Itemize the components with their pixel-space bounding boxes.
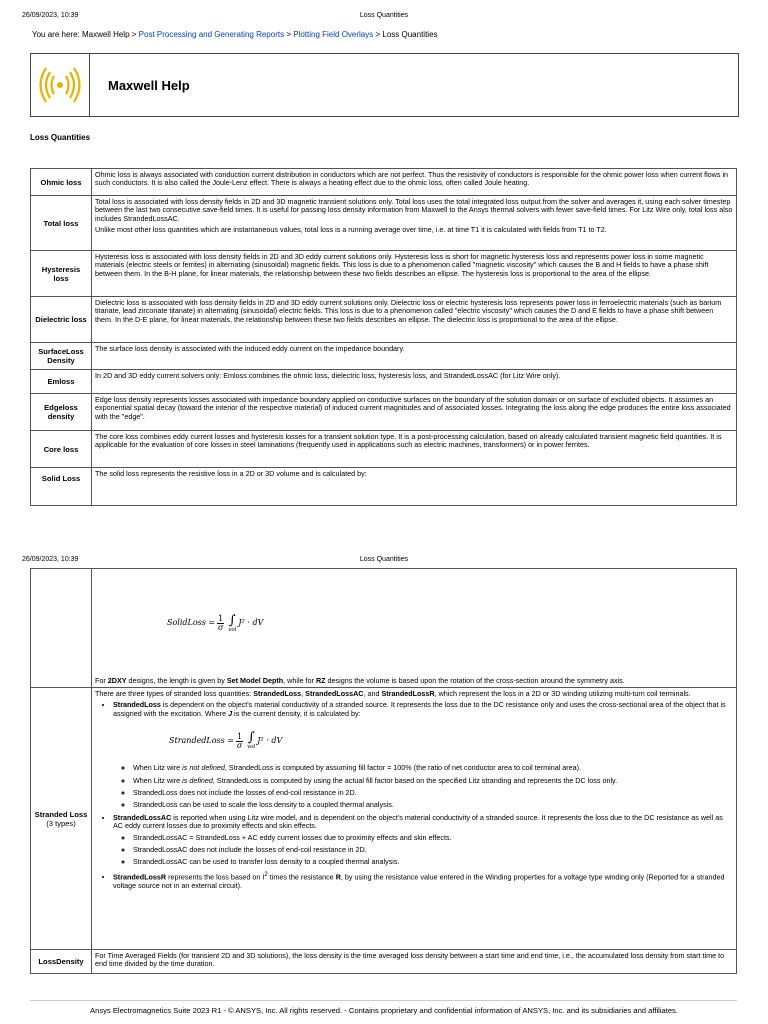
- table-row-coreloss: [31, 431, 737, 468]
- row-name: Total loss: [31, 196, 92, 251]
- integral-sub: vol: [228, 626, 237, 633]
- row-name: Core loss: [31, 431, 92, 468]
- formula-num: 1: [237, 731, 243, 741]
- list-item: [113, 814, 733, 867]
- loss-table-part-2: [30, 568, 737, 974]
- t: StrandedLossR: [113, 872, 167, 882]
- breadcrumb-sep: >: [284, 30, 294, 39]
- row-desc: The solid loss represents the resistive loss in a 2D or 3D volume and is calculated by:: [92, 468, 737, 506]
- row-desc: Hysteresis loss is associated with loss density fields in 2D and 3D eddy current solutions only. Hysteresis loss is short for magnetic hysteresis loss and represents power loss in some magnetic materials (electric steels or ferrites) in alternating (sinusoidal) magnetic fields. This loss is due to a phenomenon called "magnetic viscosity" which causes the B and H fields to have a phase shift between them. In the B-H plane, for linear materials, the relationship between these two fields describes an ellipse. The hysteresis loss is proportional to the area of the ellipse.: [92, 251, 737, 297]
- row-name: Solid Loss: [31, 468, 92, 506]
- formula-lhs: SolidLoss =: [167, 618, 216, 628]
- strandedloss-formula: [169, 732, 733, 750]
- print-title: Loss Quantities: [359, 12, 409, 19]
- footer-divider: [30, 1000, 737, 1001]
- t: , while for: [283, 675, 316, 685]
- row-name: Emloss: [31, 370, 92, 394]
- print-page-2: [0, 548, 768, 1024]
- t: is the current density, it is calculated by:: [232, 708, 361, 718]
- row-name: SurfaceLoss Density: [31, 343, 92, 370]
- row-name-empty: [31, 569, 92, 688]
- copyright-footer: Ansys Electromagnetics Suite 2023 R1 - © ANSYS, Inc. All rights reserved. - Contains proprietary and confidential information of ANSYS, Inc. and its subsidiaries and affiliates.: [90, 1006, 678, 1015]
- formula-rhs: J² · dV: [238, 618, 264, 628]
- t: , StrandedLoss is computed by assuming fill factor = 100% (the ratio of net conductor area to coil terminal area).: [224, 763, 582, 773]
- list-item: ◦ StrandedLoss does not include the losses of end-coil resistance in 2D.: [133, 789, 733, 797]
- formula-rhs: J² · dV: [257, 736, 283, 746]
- row-desc-p2: Unlike most other loss quantities which are instantaneous values, total loss is a running average over time, i.e. at time T1 it is calculated with fields from T1 to T2.: [95, 225, 607, 235]
- formula-fraction: [236, 733, 243, 750]
- table-row-hysteresis: [31, 251, 737, 297]
- stranded-intro: [95, 690, 733, 698]
- row-desc-p1: Total loss is associated with loss density fields in 2D and 3D magnetic transient solutions only. Total loss uses the total integrated loss output from the solver and averages it, using each solver timestep between the last two consecutive save-field times. It is useful for passing loss density information from Maxwell to the Ansys thermal solvers with fewer save-field times. For Litz Wire only, total loss also includes StrandedLossAC.: [95, 197, 733, 223]
- table-row-ohmic: [31, 169, 737, 196]
- formula-integral: [247, 732, 255, 750]
- solidloss-depth-note: [95, 677, 733, 685]
- t: represents the loss based on I: [166, 872, 265, 882]
- formula-den: σ: [217, 623, 224, 633]
- loss-table-part-1: [30, 168, 737, 506]
- t: , by using the resistance value entered in the Winding properties for a voltage type winding only (Reported for a stranded voltage source not in an external circuit).: [113, 872, 725, 890]
- table-row-surfaceloss: [31, 343, 737, 370]
- stranded-sublist: [113, 764, 733, 810]
- integral-sub: vol: [247, 744, 256, 751]
- print-date: 26/09/2023, 10:39: [22, 556, 79, 563]
- breadcrumb-sep: >: [129, 30, 139, 39]
- t: R: [335, 872, 341, 882]
- row-name: Dielectric loss: [31, 297, 92, 343]
- section-title: Loss Quantities: [30, 133, 91, 142]
- formula-fraction: [217, 615, 224, 632]
- row-name: LossDensity: [31, 950, 92, 974]
- list-item: ◦ StrandedLossAC can be used to transfer loss density to a coupled thermal analysis.: [133, 858, 733, 866]
- print-date: 26/09/2023, 10:39: [22, 12, 79, 19]
- t: 2DXY: [107, 675, 127, 685]
- formula-integral: [228, 612, 237, 633]
- row-name-text: Stranded Loss: [34, 809, 88, 819]
- table-row-dielectric: [31, 297, 737, 343]
- row-name: Ohmic loss: [31, 169, 92, 196]
- row-name: Edgeloss density: [31, 394, 92, 431]
- list-item: ◦ StrandedLoss can be used to scale the loss density to a coupled thermal analysis.: [133, 801, 733, 809]
- row-desc: The surface loss density is associated with the induced eddy current on the impedance boundary.: [92, 343, 737, 370]
- t: StrandedLossAC: [113, 812, 172, 822]
- banner-title: Maxwell Help: [108, 77, 190, 93]
- list-item: ◦ StrandedLossAC = StrandedLoss + AC eddy current losses due to proximity effects and skin effects.: [133, 834, 733, 842]
- row-desc: [92, 688, 737, 950]
- t: StrandedLossAC: [305, 689, 364, 698]
- formula-lhs: StrandedLoss =: [169, 736, 235, 746]
- t: is defined: [182, 775, 213, 785]
- table-row-solidloss-start: [31, 468, 737, 506]
- breadcrumb-link-field-overlays[interactable]: Plotting Field Overlays: [293, 30, 374, 39]
- stranded-list: [95, 701, 733, 890]
- table-row-emloss: [31, 370, 737, 394]
- table-row-total: [31, 196, 737, 251]
- t: , which represent the loss in a 2D or 3D winding utilizing multi-turn coil terminals.: [434, 689, 691, 698]
- t: designs, the length is given by: [126, 675, 227, 685]
- t: For: [95, 675, 108, 685]
- t: , StrandedLoss is computed by using the actual fill factor based on the specified Litz stranding and represents the DC loss only.: [212, 775, 618, 785]
- t: StrandedLoss: [113, 700, 161, 710]
- print-title: Loss Quantities: [359, 556, 409, 563]
- t: is dependent on the object's material conductivity of a stranded source. It represents the loss due to the DC resistance only and uses the cross-sectional area of the object that is assigned with the excitation. Where: [113, 700, 726, 718]
- t: When Litz wire: [133, 763, 183, 773]
- breadcrumb-prefix: You are here: Maxwell Help: [32, 30, 130, 39]
- formula-num: 1: [218, 614, 224, 624]
- t: ,: [301, 689, 306, 698]
- t: Set Model Depth: [226, 675, 284, 685]
- list-item: [113, 871, 733, 890]
- row-name: [31, 688, 92, 950]
- t: J: [228, 708, 233, 718]
- integral-sign: ∫: [228, 612, 236, 628]
- t: There are three types of stranded loss quantities:: [95, 689, 254, 698]
- list-item: ◦ StrandedLossAC does not include the losses of end-coil resistance in 2D.: [133, 846, 733, 854]
- t: StrandedLossR: [381, 689, 435, 698]
- list-item: [113, 701, 733, 809]
- list-item: [133, 777, 733, 785]
- row-name: Hysteresis loss: [31, 251, 92, 297]
- breadcrumb-current: Loss Quantities: [382, 30, 438, 39]
- help-banner: [30, 53, 739, 117]
- t: is not defined: [182, 763, 225, 773]
- breadcrumb-sep: >: [373, 30, 383, 39]
- table-row-strandedloss: [31, 688, 737, 950]
- row-desc: The core loss combines eddy current losses and hysteresis losses for a transient solution type. It is a post-processing calculation, based on already calculated transient magnetic field quantities. It is applicable for the evaluation of core losses in steel laminations (frequently used in applications such as electric machines, transformers) or in power ferrites.: [92, 431, 737, 468]
- table-row-edgeloss: [31, 394, 737, 431]
- t: times the resistance: [267, 872, 336, 882]
- maxwell-waves-logo-icon: [31, 54, 90, 116]
- list-item: [133, 764, 733, 772]
- solidloss-formula: [167, 612, 733, 633]
- breadcrumb-link-post-processing[interactable]: Post Processing and Generating Reports: [138, 30, 285, 39]
- row-desc: Edge loss density represents losses associated with impedance boundary applied on conductive surfaces on the boundary of the solution domain or on surface of excluded objects. It assumes an exponential spatial decay (toward the interior of the respective material) of induced current magnitudes and of associated losses. Integrating the loss along the edge produces the entire loss associated with the "edge".: [92, 394, 737, 431]
- row-desc: [92, 196, 737, 251]
- table-row-solidloss-cont: [31, 569, 737, 688]
- t: RZ: [315, 675, 326, 685]
- row-name-sub: (3 types): [46, 818, 76, 828]
- breadcrumb: [32, 30, 438, 39]
- row-desc: For Time Averaged Fields (for transient 2D and 3D solutions), the loss density is the time averaged loss density between a start time and end time, i.e., the accumulated loss density from start time to end time divided by the time duration.: [92, 950, 737, 974]
- t: StrandedLoss: [253, 689, 302, 698]
- row-desc: Dielectric loss is associated with loss density fields in 2D and 3D eddy current solutions only. Dielectric loss or electric hysteresis loss represents power loss in ferroelectric materials (such as barium titanate, lead zirconate titanate) in alternating (sinusoidal) electric fields. This loss is due to a phenomenon called "electric viscosity" which causes the D and E fields to have a phase shift between them. In the D-E plane, for linear materials, the relationship between these two fields describes an ellipse. The dielectric loss is proportional to the area of the ellipse.: [92, 297, 737, 343]
- table-row-lossdensity: [31, 950, 737, 974]
- t: is reported when using Litz wire model, and is dependent on the object's material conductivity of a stranded source. It represents the loss due to the DC resistance as well as AC eddy current losses due to proximity effects and skin effects.: [113, 812, 723, 831]
- integral-sign: ∫: [247, 730, 255, 746]
- row-desc: Ohmic loss is always associated with conduction current distribution in conductors which are not perfect. Thus the resistivity of conductors is responsible for the ohmic power loss when current flows in such conductors. It is also called the Joule-Lenz effect. There is always a heating effect due to the ohmic loss, often called Joule heating.: [92, 169, 737, 196]
- page-break: [0, 530, 768, 548]
- t: , and: [363, 689, 382, 698]
- t: 2: [264, 871, 268, 878]
- row-desc: [92, 569, 737, 688]
- row-desc: In 2D and 3D eddy current solvers only: Emloss combines the ohmic loss, dielectric loss, hysteresis loss, and StrandedLossAC (for Litz Wire only).: [92, 370, 737, 394]
- t: When Litz wire: [133, 775, 183, 785]
- t: designs the volume is based upon the rotation of the cross-section around the symmetry axis.: [325, 675, 625, 685]
- strandedac-sublist: [113, 834, 733, 867]
- formula-den: σ: [236, 740, 243, 750]
